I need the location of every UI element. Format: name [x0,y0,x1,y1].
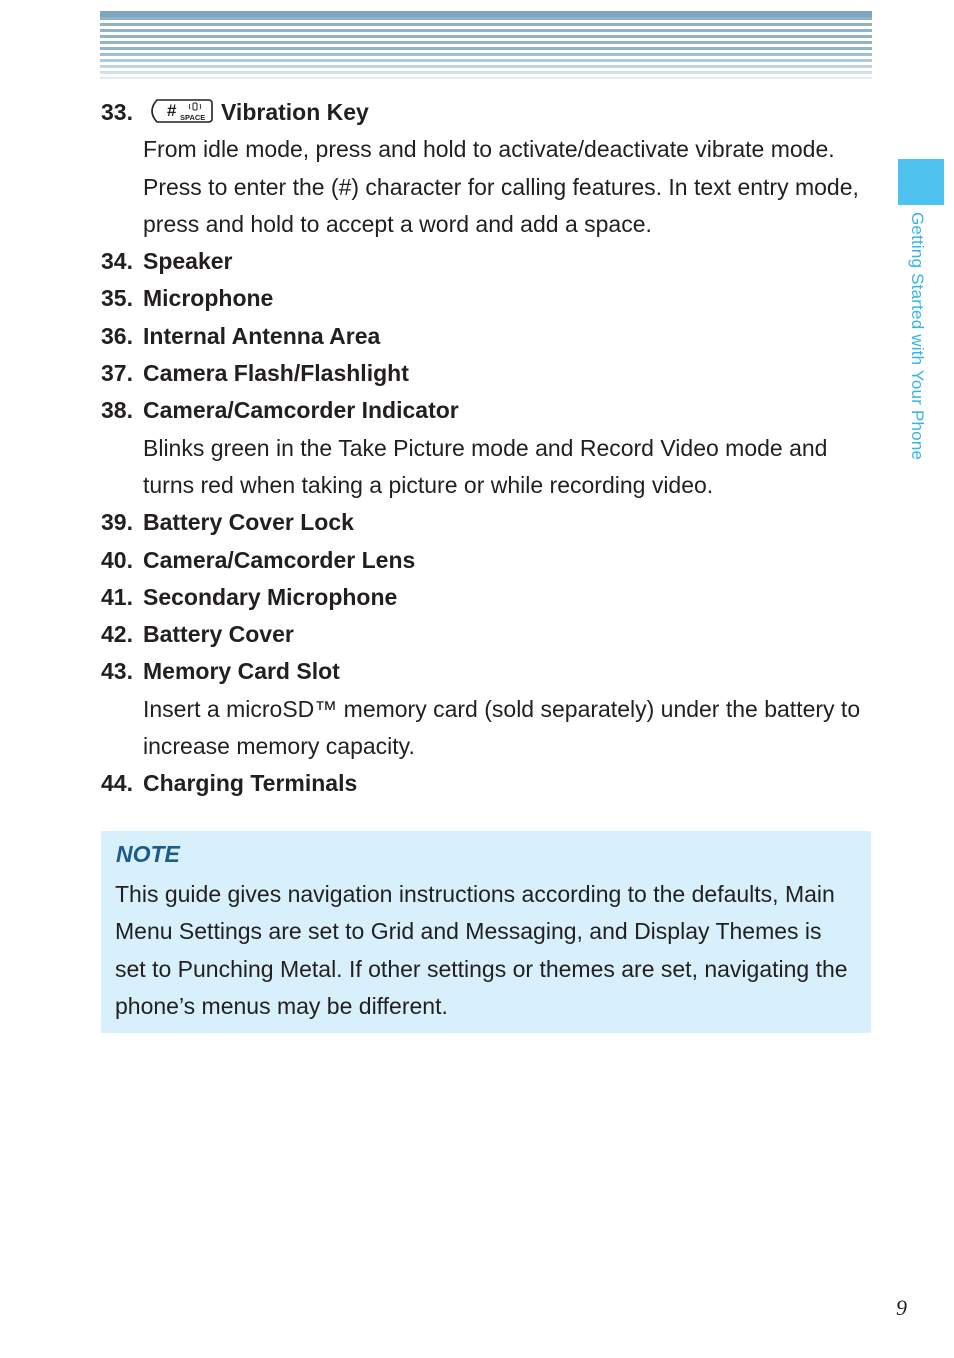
item-title: Memory Card Slot [143,658,340,685]
key-label: SPACE [180,113,206,122]
note-title: NOTE [116,841,180,867]
header-stripe-band [100,11,872,79]
item-title: Camera/Camcorder Lens [143,546,416,573]
chapter-label: Getting Started with Your Phone [908,212,927,461]
list-item-43 [101,653,861,765]
item-number: 34. [101,248,133,275]
item-title: Battery Cover [143,621,294,648]
item-list [101,94,861,803]
chapter-tab [898,159,944,205]
key-symbol: # [167,101,177,120]
header-stripe-top [100,11,872,17]
item-description: From idle mode, press and hold to activate/deactivate vibrate mode. Press to enter the (#) character for calling features. In text entry mode, press and hold to accept a word and add a space. [143,136,859,237]
list-item-36 [101,318,861,355]
item-title: Camera/Camcorder Indicator [143,397,459,424]
item-title: Microphone [143,285,274,312]
item-number: 39. [101,509,133,536]
page-number: 9 [896,1295,907,1320]
list-item-37 [101,355,861,392]
item-title: Internal Antenna Area [143,322,381,349]
list-item-38 [101,392,861,504]
item-number: 42. [101,621,133,648]
list-item-39 [101,504,861,541]
list-item-44 [101,765,861,802]
note-box [101,831,871,1033]
item-number: 40. [101,546,133,573]
item-title: Camera Flash/Flashlight [143,360,409,387]
list-item-34 [101,243,861,280]
item-number: 35. [101,285,133,312]
item-description: Insert a microSD™ memory card (sold separately) under the battery to increase memory capacity. [143,695,861,760]
item-title: Charging Terminals [143,770,358,797]
list-item-40 [101,542,861,579]
list-item-41 [101,579,861,616]
hash-space-key-icon [145,98,213,124]
item-title: Battery Cover Lock [143,509,354,536]
note-text: This guide gives navigation instructions according to the defaults, Main Menu Settings are set to Grid and Messaging, and Display Themes is set to Punching Metal. If other settings or themes are set, navigating the phone’s menus may be different. [115,881,848,1019]
item-title: Vibration Key [221,99,369,125]
item-number: 37. [101,360,133,387]
item-number: 41. [101,583,133,610]
item-number: 36. [101,322,133,349]
list-item-35 [101,280,861,317]
list-item-42 [101,616,861,653]
item-description: Blinks green in the Take Picture mode and Record Video mode and turns red when taking a picture or while recording video. [143,434,828,498]
item-number: 33. [101,99,133,125]
item-number: 44. [101,770,133,797]
list-item-33 [101,94,861,243]
item-title: Speaker [143,248,233,275]
item-number: 43. [101,658,133,685]
item-number: 38. [101,397,133,424]
item-title: Secondary Microphone [143,583,398,610]
